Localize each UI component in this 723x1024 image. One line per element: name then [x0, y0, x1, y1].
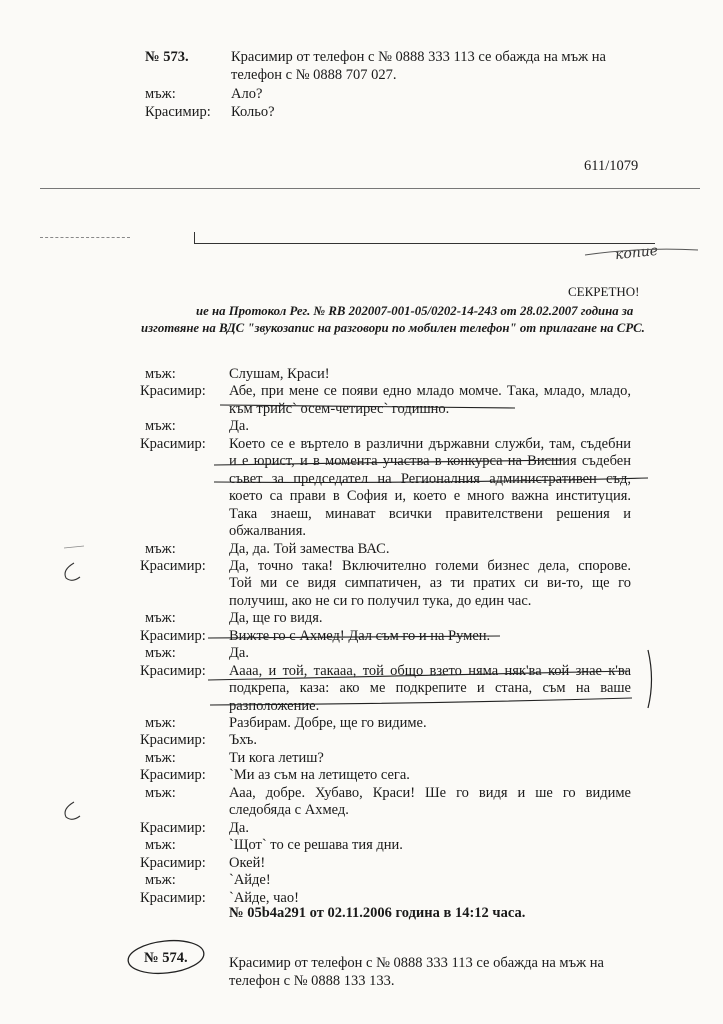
utterance-line: Абе, при мене се появи едно младо момче. Така, младо, младо,: [229, 383, 631, 400]
utterance-line: Ааа, добре. Хубаво, Краси! Ше го видя и ше го видиме: [229, 784, 631, 801]
utterance-line: `Айде, чао!: [229, 889, 299, 906]
speaker: мъж:: [145, 540, 176, 557]
utterance-line: Ъхъ.: [229, 732, 258, 749]
speaker: Красимир:: [140, 889, 206, 906]
speaker: Красимир:: [140, 662, 206, 679]
protocol-header-line-1: ие на Протокол Рег. № RB 202007-001-05/0202-14-243 от 28.02.2007 година за: [196, 304, 634, 318]
margin-mark: [65, 563, 80, 580]
speaker: мъж:: [145, 837, 176, 854]
utterance-line: Той ми се видя симпатичен, аз ти пратих си ви-то, ще го: [229, 575, 631, 592]
speaker: Красимир:: [140, 767, 206, 784]
margin-mark: [65, 802, 80, 819]
utterance: Ало?: [231, 86, 263, 102]
utterance-line: Да, ще го видя.: [229, 610, 323, 627]
speaker: мъж:: [145, 645, 176, 662]
utterance-line: получиш, ако не си го получил тука, до един час.: [229, 592, 532, 609]
utterance-line: съвет за председател на Регионалния административен съд,: [229, 470, 631, 487]
utterance-line: Вижте го с Ахмед! Дал съм го и на Румен.: [229, 627, 491, 644]
utterance-line: `Ми аз съм на летището сега.: [229, 767, 410, 784]
handwritten-note: копие: [614, 242, 659, 264]
page-reference: 611/1079: [584, 158, 639, 174]
utterance-line: Слушам, Краси!: [229, 366, 330, 382]
utterance-line: `Айде!: [229, 872, 271, 889]
utterance-line: Което се е въртело в различни държавни служби, там, съдебни: [229, 435, 631, 452]
utterance-line: Окей!: [229, 854, 266, 871]
utterance-line: Така знаеш, минават всички правителствени решения и: [229, 505, 631, 522]
entry-number-574: № 574.: [144, 950, 188, 966]
utterance-line: Аааа, и той, такааа, той общо взето няма няк'ва кой знае к'ва: [229, 662, 631, 679]
utterance-line: Ти кога летиш?: [229, 749, 324, 766]
page-break-tick: [194, 232, 195, 244]
utterance-line: Да, да. Той замества ВАС.: [229, 540, 390, 557]
utterance-line: разположение.: [229, 697, 320, 714]
protocol-header-line-2: изготвяне на ВДС "звукозапис на разговори по мобилен телефон" от прилагане на СРС.: [141, 321, 645, 335]
speaker: мъж:: [145, 749, 176, 766]
page-break-line: [40, 237, 130, 238]
utterance-line: `Щот` то се решава тия дни.: [229, 837, 403, 854]
entry-intro-line-2: телефон с № 0888 133 133.: [229, 973, 395, 989]
speaker: мъж:: [145, 366, 176, 382]
speaker: Красимир:: [140, 435, 206, 452]
record-reference: № 05b4a291 от 02.11.2006 година в 14:12 часа.: [229, 905, 526, 921]
page-break-line: [195, 243, 655, 244]
speaker: Красимир:: [140, 627, 206, 644]
speaker: мъж:: [145, 418, 176, 435]
speaker: Красимир:: [140, 819, 206, 836]
entry-intro-line-2: телефон с № 0888 707 027.: [231, 67, 397, 83]
entry-intro-line-1: Красимир от телефон с № 0888 333 113 се обажда на мъж на: [229, 955, 604, 971]
speaker: мъж:: [145, 784, 176, 801]
speaker: мъж:: [145, 610, 176, 627]
utterance-line: Да.: [229, 645, 249, 662]
speaker: Красимир:: [145, 104, 211, 120]
utterance-line: обжалвания.: [229, 523, 306, 540]
speaker: Красимир:: [140, 383, 206, 400]
secret-label: СЕКРЕТНО!: [568, 284, 640, 299]
speaker: Красимир:: [140, 557, 206, 574]
speaker: Красимир:: [140, 854, 206, 871]
speaker: мъж:: [145, 715, 176, 731]
utterance-line: следобяда с Ахмед.: [229, 802, 349, 819]
entry-intro-line-1: Красимир от телефон с № 0888 333 113 се обажда на мъж на: [231, 49, 606, 65]
speaker: Красимир:: [140, 732, 206, 749]
speaker: мъж:: [145, 872, 176, 889]
utterance-line: Да, точно така! Включително големи бизнес дела, спорове.: [229, 557, 631, 574]
utterance-line: Да.: [229, 819, 249, 836]
bracket-mark: [648, 650, 652, 708]
entry-number-573: № 573.: [145, 49, 189, 65]
utterance-line: Разбирам. Добре, ще го видиме.: [229, 715, 427, 731]
utterance-line: което са прави в София и, което е много важна институция.: [229, 488, 631, 505]
speaker: мъж:: [145, 86, 176, 102]
utterance: Кольо?: [231, 104, 275, 120]
utterance-line: подкрепа, каза: ако ме подкрепите и стана, съм на ваше: [229, 680, 631, 697]
utterance-line: и е юрист, и в момента участва в конкурса на Висшия съдебен: [229, 453, 631, 470]
page-break-line: [40, 188, 700, 189]
margin-mark: [64, 546, 84, 548]
utterance-line: към трийс` осем-четирес` годишно.: [229, 400, 450, 417]
utterance-line: Да.: [229, 418, 249, 435]
